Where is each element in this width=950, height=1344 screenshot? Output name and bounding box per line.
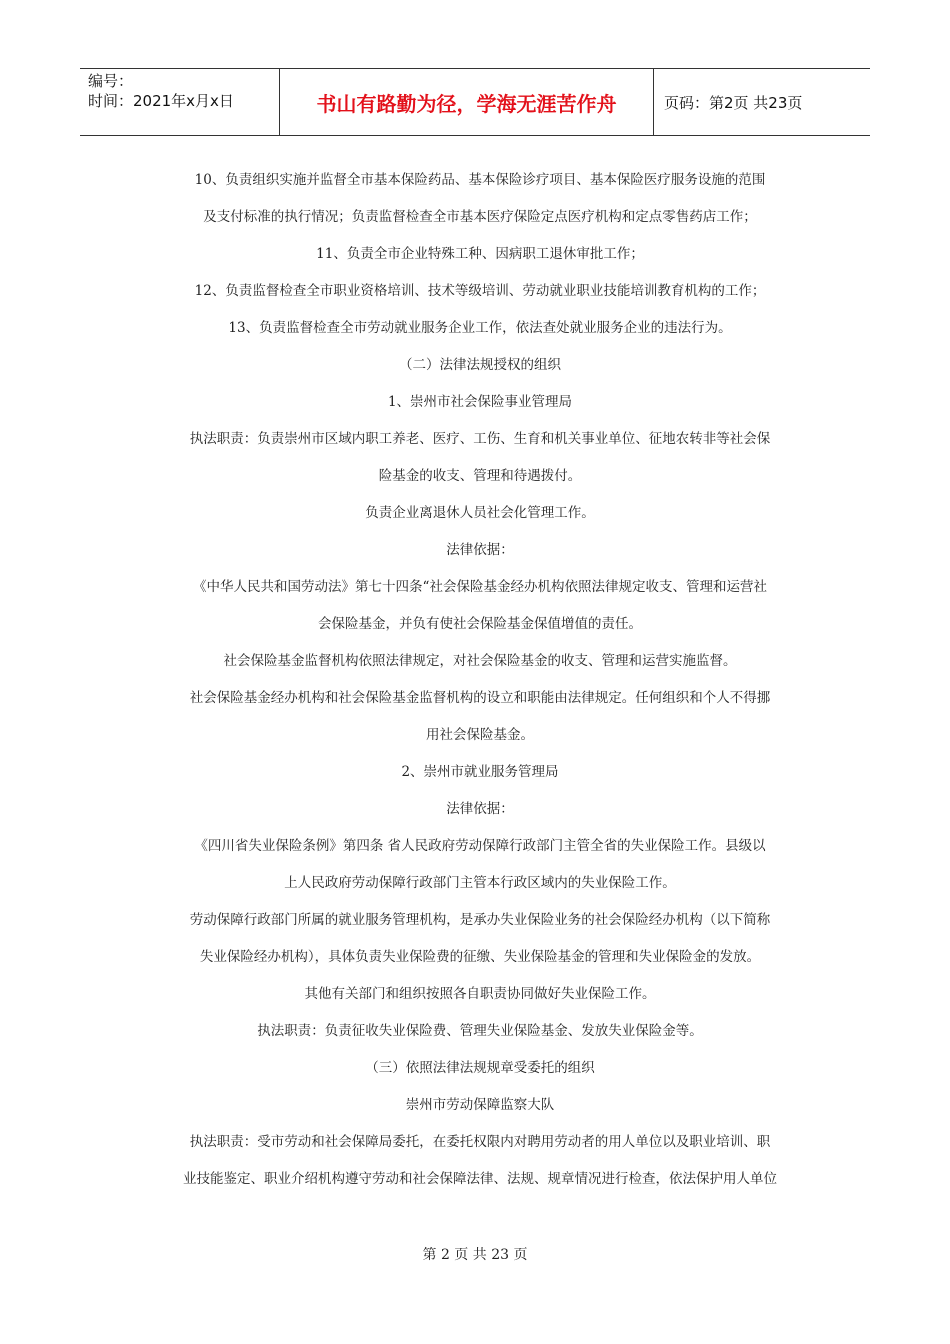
header-meta: [80, 69, 280, 135]
body-line: 上人民政府劳动保障行政部门主管本行政区域内的失业保险工作。: [284, 875, 676, 891]
subsection-heading: 崇州市劳动保障监察大队: [405, 1097, 555, 1113]
body-line: 失业保险经办机构），具体负责失业保险费的征缴、失业保险基金的管理和失业保险金的发放。: [199, 949, 761, 965]
document-body: [160, 162, 800, 1198]
page-footer: 第 2 页 共 23 页: [422, 1247, 528, 1263]
page-header: [80, 68, 870, 136]
body-line: 及支付标准的执行情况；负责监督检查全市基本医疗保险定点医疗机构和定点零售药店工作；: [203, 209, 757, 225]
body-line: 会保险基金，并负有使社会保险基金保值增值的责任。: [318, 616, 642, 632]
section-heading: （二）法律法规授权的组织: [399, 357, 561, 373]
body-line: 法律依据：: [446, 801, 514, 817]
body-line: 《四川省失业保险条例》第四条 省人民政府劳动保障行政部门主管全省的失业保险工作。县级以: [194, 838, 766, 854]
body-line: 执法职责：负责崇州市区域内职工养老、医疗、工伤、生育和机关事业单位、征地农转非等社会保: [189, 431, 771, 447]
body-line: 10、负责组织实施并监督全市基本保险药品、基本保险诊疗项目、基本保险医疗服务设施的范围: [194, 172, 766, 188]
body-line: 劳动保障行政部门所属的就业服务管理机构，是承办失业保险业务的社会保险经办机构（以下简称: [189, 912, 771, 928]
body-line: 业技能鉴定、职业介绍机构遵守劳动和社会保障法律、法规、规章情况进行检查，依法保护用人单位: [183, 1171, 777, 1187]
subsection-heading: 2、崇州市就业服务管理局: [401, 764, 559, 780]
body-line: 执法职责：负责征收失业保险费、管理失业保险基金、发放失业保险金等。: [257, 1023, 703, 1039]
header-page-info: 页码：第2页 共23页: [664, 93, 803, 112]
body-line: 用社会保险基金。: [426, 727, 534, 743]
document-number-label: 编号：: [88, 72, 134, 90]
body-line: 12、负责监督检查全市职业资格培训、技术等级培训、劳动就业职业技能培训教育机构的工作；: [194, 283, 766, 299]
body-line: 13、负责监督检查全市劳动就业服务企业工作，依法查处就业服务企业的违法行为。: [228, 320, 732, 336]
body-line: 其他有关部门和组织按照各自职责协同做好失业保险工作。: [304, 986, 656, 1002]
section-heading: （三）依照法律法规规章受委托的组织: [365, 1060, 595, 1076]
subsection-heading: 1、崇州市社会保险事业管理局: [387, 394, 573, 410]
body-line: 社会保险基金监督机构依照法律规定，对社会保险基金的收支、管理和运营实施监督。: [223, 653, 737, 669]
body-line: 《中华人民共和国劳动法》第七十四条“社会保险基金经办机构依照法律规定收支、管理和运营社: [193, 579, 767, 595]
body-line: 执法职责：受市劳动和社会保障局委托，在委托权限内对聘用劳动者的用人单位以及职业培训、职: [189, 1134, 771, 1150]
header-motto: 书山有路勤为径，学海无涯苦作舟: [280, 69, 654, 135]
document-date-label: 时间：2021年x月x日: [88, 92, 234, 110]
body-line: 险基金的收支、管理和待遇拨付。: [378, 468, 582, 484]
body-line: 负责企业离退休人员社会化管理工作。: [365, 505, 595, 521]
body-line: 法律依据：: [446, 542, 514, 558]
body-line: 社会保险基金经办机构和社会保险基金监督机构的设立和职能由法律规定。任何组织和个人不得挪: [189, 690, 771, 706]
body-line: 11、负责全市企业特殊工种、因病职工退休审批工作；: [316, 246, 644, 262]
